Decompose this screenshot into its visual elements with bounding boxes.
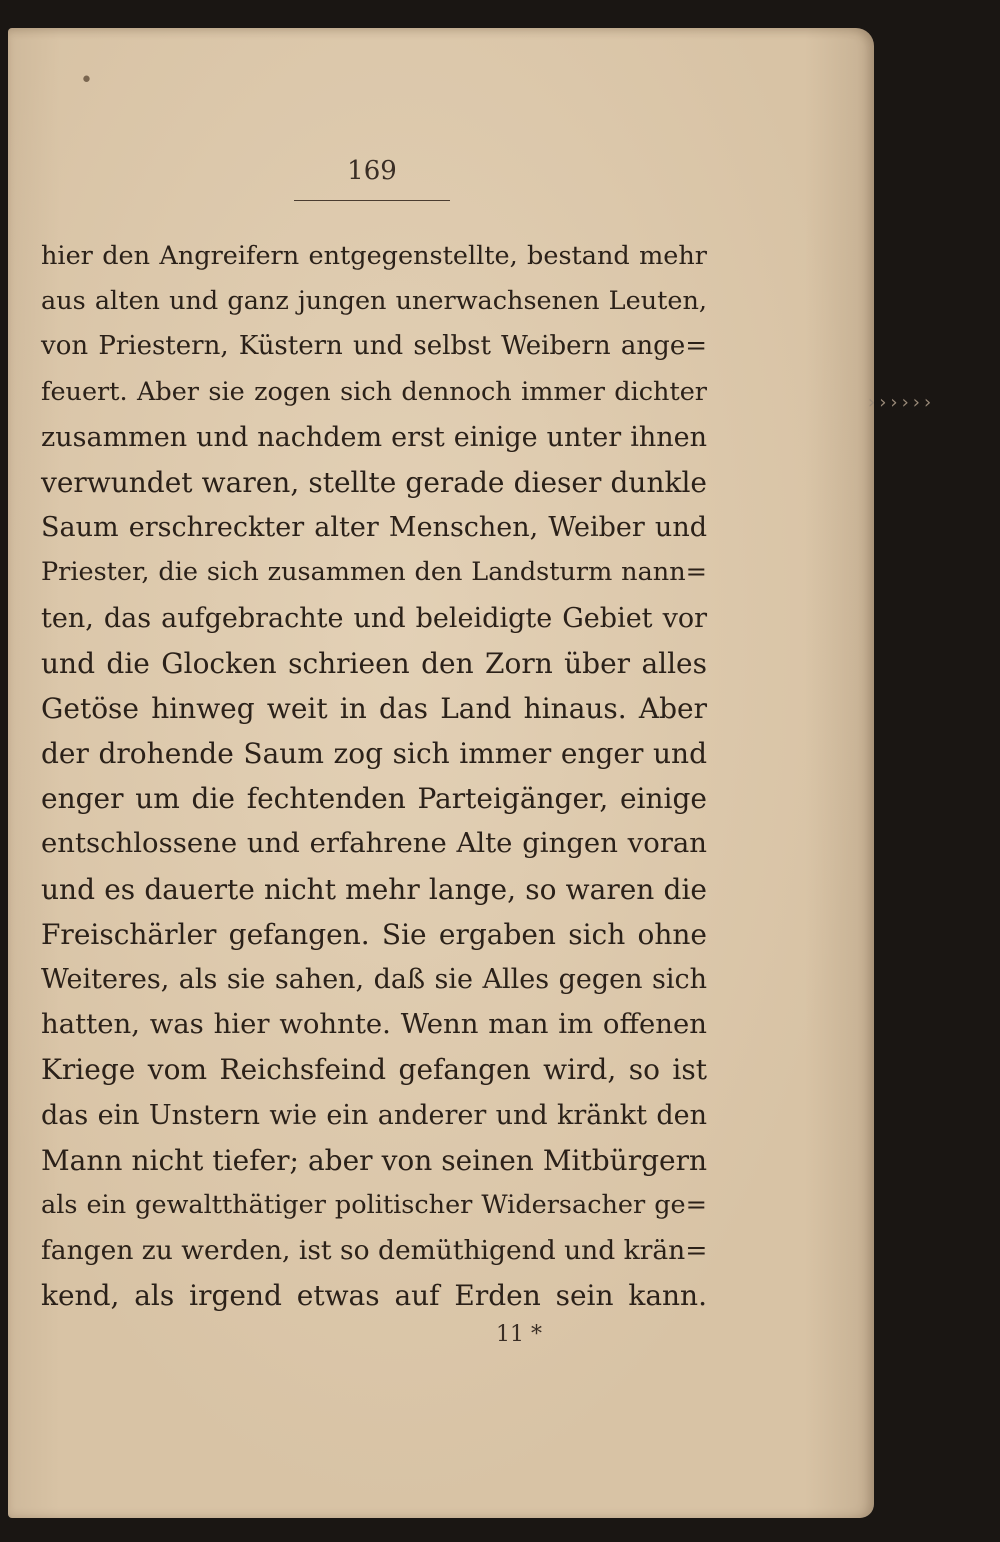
text-line: Weiteres, als sie sahen, daß sie Alles gegen sich	[41, 964, 707, 995]
text-line: das ein Unstern wie ein anderer und kränkt den	[41, 1099, 707, 1131]
text-line: hatten, was hier wohnte. Wenn man im offenen	[41, 1008, 707, 1041]
signature-mark: 11 *	[496, 1322, 542, 1347]
text-line: und die Glocken schrieen den Zorn über alles	[41, 646, 707, 680]
edge-marks: ››››››	[868, 392, 936, 413]
corner-mark: •	[80, 68, 93, 93]
paper-page	[8, 28, 874, 1518]
text-line: verwundet waren, stellte gerade dieser dunkle	[41, 465, 707, 499]
text-line: Saum erschreckter alter Menschen, Weiber und	[41, 512, 707, 544]
text-line: der drohende Saum zog sich immer enger und	[41, 737, 707, 771]
text-line: Priester, die sich zusammen den Landsturm nann=	[41, 557, 707, 588]
body-text	[41, 234, 707, 1319]
text-line: kend, als irgend etwas auf Erden sein kann.	[41, 1279, 707, 1313]
text-line: Mann nicht tiefer; aber von seinen Mitbürgern	[41, 1143, 707, 1177]
page-number: 169	[347, 156, 397, 186]
text-line: aus alten und ganz jungen unerwachsenen Leuten,	[41, 286, 707, 317]
text-line: von Priestern, Küstern und selbst Weibern ange=	[41, 331, 707, 362]
text-line: ten, das aufgebrachte und beleidigte Gebiet vor	[41, 602, 707, 634]
text-line: zusammen und nachdem erst einige unter ihnen	[41, 421, 707, 453]
text-line: entschlossene und erfahrene Alte gingen voran	[41, 827, 707, 860]
text-line: fangen zu werden, ist so demüthigend und krän=	[41, 1235, 708, 1267]
text-line: enger um die fechtenden Parteigänger, einige	[41, 782, 707, 816]
text-line: als ein gewaltthätiger politischer Widersacher ge=	[41, 1189, 707, 1220]
text-line: feuert. Aber sie zogen sich dennoch immer dichter	[41, 376, 707, 407]
text-line: Getöse hinweg weit in das Land hinaus. Aber	[41, 691, 707, 725]
text-line: hier den Angreifern entgegenstellte, bestand mehr	[41, 241, 707, 271]
text-line: Freischärler gefangen. Sie ergaben sich ohne	[41, 917, 707, 951]
header-rule	[294, 200, 450, 201]
text-line: und es dauerte nicht mehr lange, so waren die	[41, 872, 707, 906]
text-line: Kriege vom Reichsfeind gefangen wird, so ist	[41, 1053, 707, 1087]
